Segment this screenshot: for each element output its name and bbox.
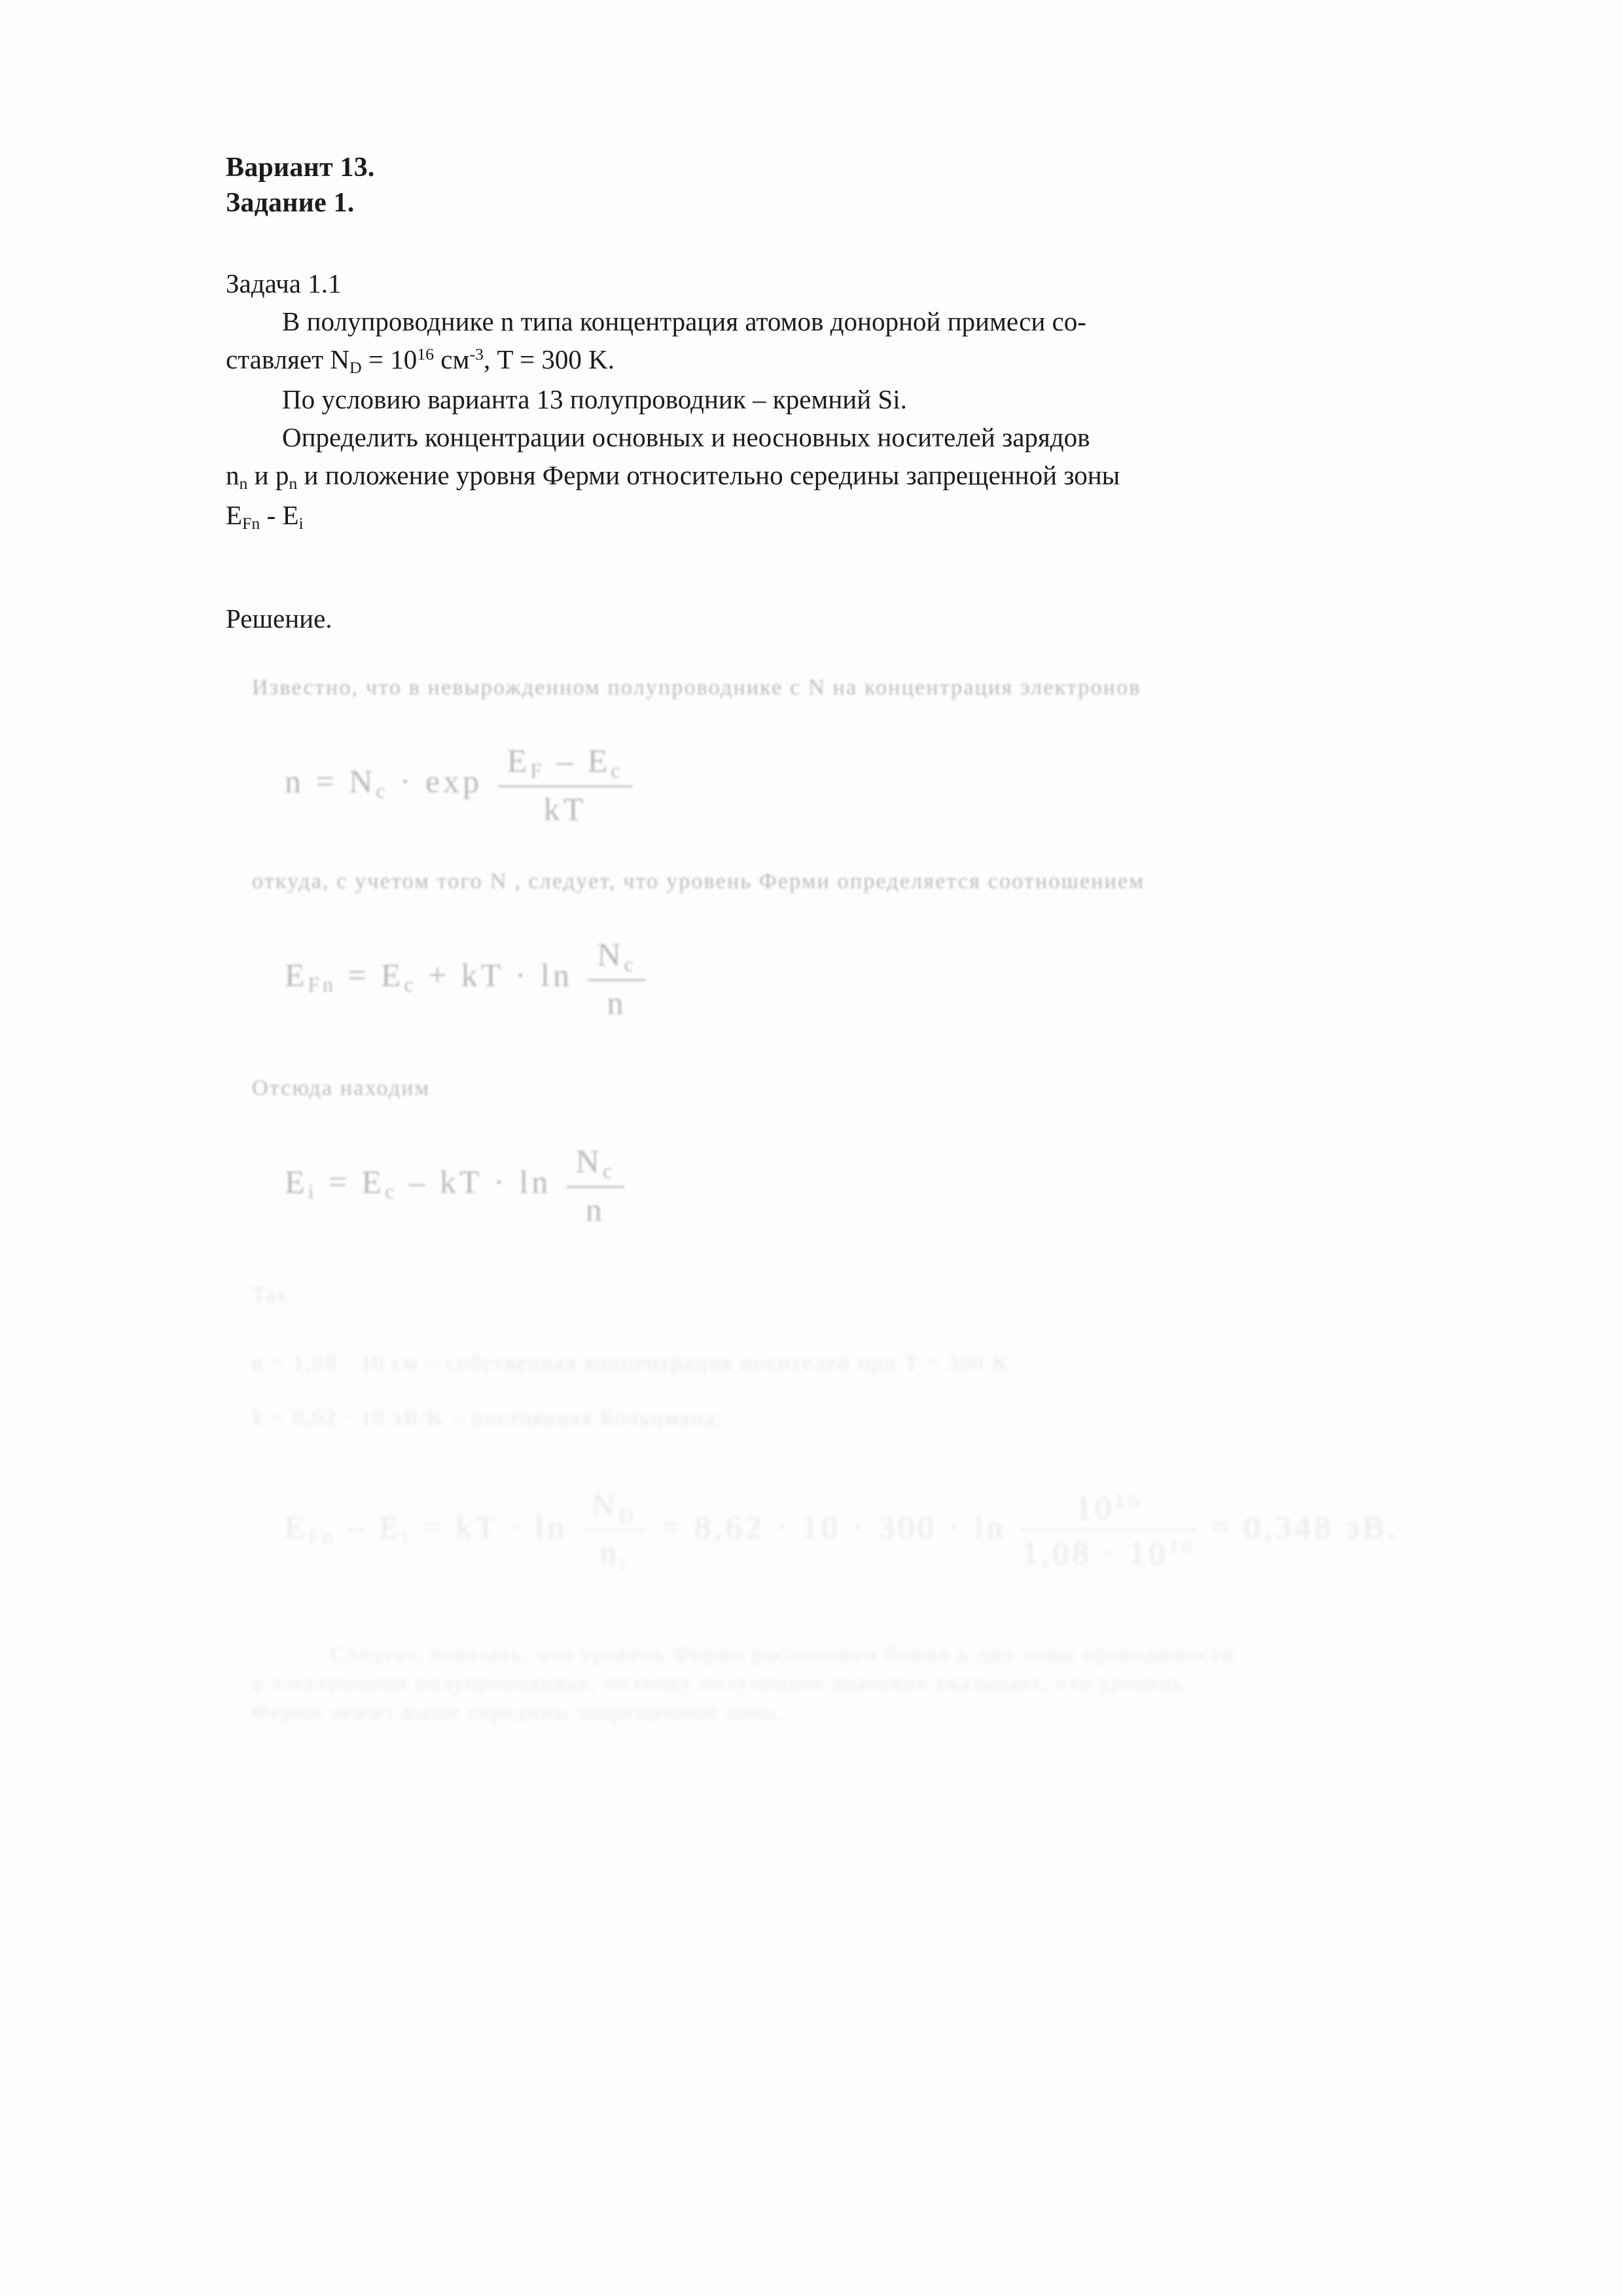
formula1-numerator xyxy=(498,742,633,787)
formula4-den-2-sup: 10 xyxy=(1168,1535,1196,1558)
formula1-num-b-sub: c xyxy=(611,759,624,783)
efn-prefix: E xyxy=(226,500,243,531)
formula3-eq-sub: c xyxy=(385,1180,398,1204)
problem-statement-line-5 xyxy=(226,456,1469,496)
faded-formula-1 xyxy=(285,742,1469,828)
formula4-minus-sub: i xyxy=(402,1525,412,1549)
formula2-num-text: N xyxy=(597,936,624,973)
faded-formula-3 xyxy=(285,1142,1469,1229)
formula4-num-2-sup: 16 xyxy=(1115,1490,1142,1513)
formula1-denominator: kT xyxy=(543,791,587,828)
formula3-fraction xyxy=(567,1142,624,1229)
faded-tail-line-1: Следует, показать, что уровень Ферми расположен ближе к дну зоны проводимости xyxy=(330,1642,1235,1667)
formula4-rest: = 8,62 · 10 · 300 · ln xyxy=(661,1508,1007,1545)
formula1-fraction xyxy=(498,742,633,828)
formula2-tail: + kT · ln xyxy=(428,956,573,994)
formula4-fraction-2 xyxy=(1022,1488,1196,1571)
formula4-num-2-text: 10 xyxy=(1075,1489,1115,1526)
nd-prefix: ставляет N xyxy=(226,344,349,374)
faded-line-2: откуда, с учетом того N , следует, что уровень Ферми определяется соотношением xyxy=(252,869,1145,894)
formula2-denominator: n xyxy=(607,984,627,1022)
faded-line-3: Отсюда находим xyxy=(252,1076,431,1101)
document-content xyxy=(226,151,1469,1727)
formula4-left: E xyxy=(285,1508,308,1545)
efn-subscript: Fn xyxy=(242,514,260,533)
formula1-sub: c xyxy=(376,780,389,803)
formula2-fraction xyxy=(588,935,645,1022)
formula4-num-2 xyxy=(1022,1488,1196,1531)
formula3-num-sub: c xyxy=(602,1160,615,1183)
formula1-left: n = N xyxy=(285,762,376,800)
faded-formula-2 xyxy=(285,935,1469,1022)
nn-prefix: n xyxy=(226,460,240,491)
formula2-sub: Fn xyxy=(308,973,336,997)
faded-line-4: Так xyxy=(252,1283,291,1308)
formula1-exp: · exp xyxy=(399,762,483,800)
problem-statement-line-3: По условию варианта 13 полупроводник – кремний Si. xyxy=(282,384,907,414)
problem-statement-line-1: В полупроводнике n типа концентрация атомов донорной примеси со- xyxy=(282,306,1086,336)
formula4-num-1-text: N xyxy=(592,1486,619,1523)
problem-statement-line-6 xyxy=(226,496,1469,536)
faded-line-5: n = 1,08 · 10 см – собственная концентрация носителей при T = 300 K xyxy=(252,1351,1010,1376)
nd-temperature: , T = 300 K. xyxy=(483,344,615,374)
nd-subscript: D xyxy=(349,358,362,378)
formula3-num-text: N xyxy=(575,1143,603,1180)
pn-middle: и p xyxy=(247,460,289,491)
formula3-tail: – kT · ln xyxy=(408,1163,552,1200)
formula1-num-b: – E xyxy=(556,742,611,780)
formula4-fraction-1 xyxy=(582,1486,646,1575)
formula4-minus: – E xyxy=(348,1508,402,1545)
formula4-sub: Fn xyxy=(308,1525,336,1549)
formula2-num-sub: c xyxy=(624,953,637,977)
nd-exponent: 16 xyxy=(417,344,435,364)
formula4-den-1-text: n xyxy=(599,1534,620,1571)
formula3-numerator xyxy=(567,1142,624,1188)
variant-heading: Вариант 13. xyxy=(226,152,375,183)
formula4-num-1-sub: D xyxy=(618,1503,637,1526)
formula4-num-1 xyxy=(582,1486,646,1532)
task-heading: Задание 1. xyxy=(226,187,355,218)
formula4-eq: = kT · ln xyxy=(422,1508,567,1545)
formula4-den-2-text: 1,08 · 10 xyxy=(1021,1534,1169,1571)
formula3-denominator: n xyxy=(585,1191,605,1229)
faded-line-6: k = 8,62 · 10 эВ/K – постоянная Больцмана; xyxy=(252,1406,724,1431)
nd-middle: = 10 xyxy=(361,344,418,374)
formula4-result: = 0,348 эВ. xyxy=(1211,1508,1400,1545)
nd-unit-exponent: -3 xyxy=(469,344,484,364)
ei-subscript: i xyxy=(298,514,304,533)
formula2-eq: = E xyxy=(348,956,404,994)
nn-subscript: n xyxy=(239,474,248,493)
problem-statement-line-4: Определить концентрации основных и неосновных носителей зарядов xyxy=(282,422,1090,453)
formula4-den-1-sub: i xyxy=(619,1551,629,1575)
ei-middle: - E xyxy=(260,500,299,531)
problem-number: Задача 1.1 xyxy=(226,268,342,298)
nd-unit: см xyxy=(434,344,470,374)
faded-solution-body xyxy=(226,673,1469,1727)
problem-statement-line-2 xyxy=(226,340,1469,380)
formula2-left: E xyxy=(285,956,308,994)
faded-formula-4 xyxy=(285,1486,1469,1575)
formula2-numerator xyxy=(588,935,645,981)
fermi-text: и положение уровня Ферми относительно середины запрещенной зоны xyxy=(297,460,1120,491)
formula3-sub: i xyxy=(308,1180,317,1204)
formula3-left: E xyxy=(285,1163,308,1200)
formula4-den-1 xyxy=(582,1531,646,1575)
formula1-num-a-sub: F xyxy=(530,759,545,783)
faded-tail-line-2: в электронном полупроводнике, поэтому полученное значение указывает, что уровень xyxy=(252,1671,1185,1696)
formula2-eq-sub: c xyxy=(404,973,417,997)
faded-tail-line-3: Ферми лежит выше середины запрещенной зоны. xyxy=(252,1700,785,1725)
formula3-eq: = E xyxy=(328,1163,385,1200)
pn-subscript: n xyxy=(289,474,298,493)
faded-line-1: Известно, что в невырожденном полупроводнике с N на концентрация электронов xyxy=(252,675,1141,700)
formula4-den-2 xyxy=(1022,1531,1196,1571)
formula1-num-a: E xyxy=(507,742,531,780)
solution-label: Решение. xyxy=(226,603,332,634)
